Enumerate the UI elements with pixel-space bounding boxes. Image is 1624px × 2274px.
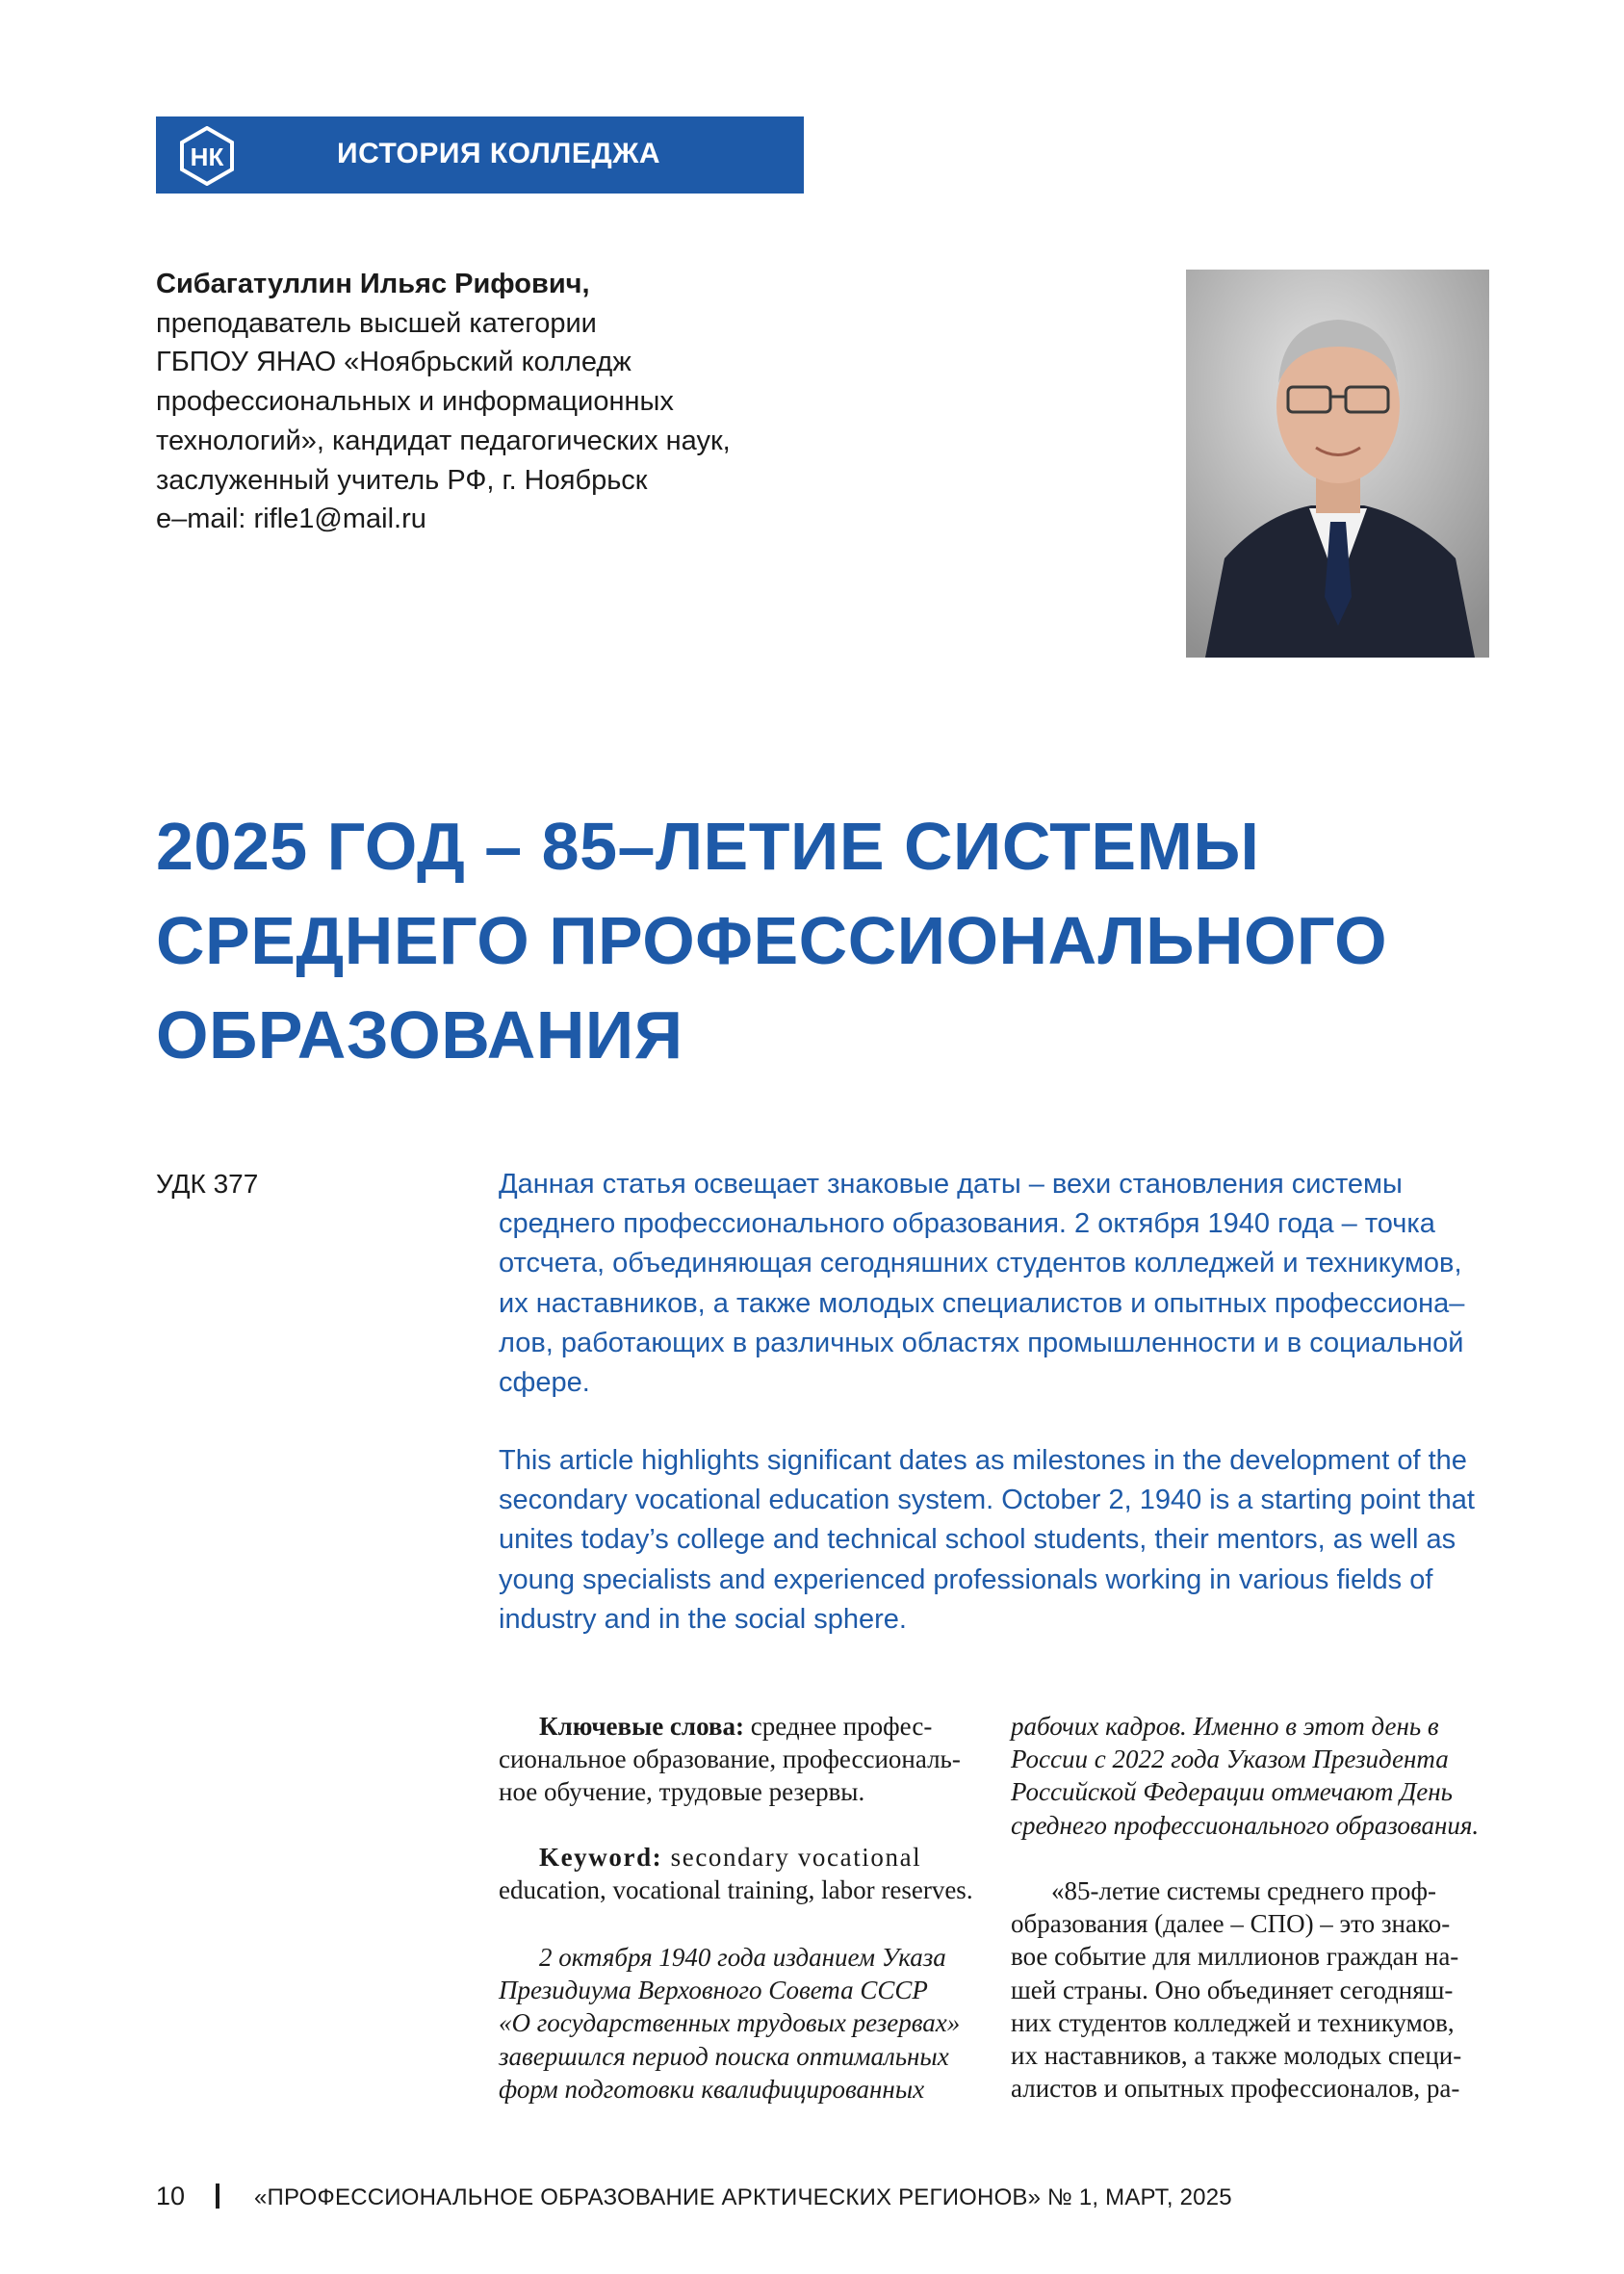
- keywords-english: [499, 1841, 980, 1906]
- keywords-label: Keyword:: [539, 1843, 663, 1872]
- intro-line: «О государственных трудовых резервах»: [499, 2008, 961, 2038]
- abstract-line: unites today’s college and technical school students, their mentors, as well as: [499, 1524, 1456, 1556]
- intro-line: среднего профессионального образования.: [1011, 1810, 1480, 1840]
- body-line: образования (далее – СПО) – это знако-: [1011, 1909, 1451, 1939]
- intro-paragraph: [499, 1941, 980, 2106]
- body-line: их наставников, а также молодых специ-: [1011, 2041, 1462, 2071]
- logo-text: НК: [190, 142, 224, 171]
- keywords-line: сиональное образование, профессиональ-: [499, 1744, 961, 1774]
- abstract-line: secondary vocational education system. October 2, 1940 is a starting point that: [499, 1485, 1475, 1516]
- abstract-line: This article highlights significant dates as milestones in the development of the: [499, 1445, 1467, 1476]
- intro-line: форм подготовки квалифицированных: [499, 2074, 925, 2104]
- section-title: ИСТОРИЯ КОЛЛЕДЖА: [337, 138, 661, 169]
- journal-title: «ПРОФЕССИОНАЛЬНОЕ ОБРАЗОВАНИЕ АРКТИЧЕСКИХ РЕГИОНОВ» № 1, МАРТ, 2025: [254, 2184, 1232, 2210]
- abstract-line: industry and in the social sphere.: [499, 1603, 907, 1635]
- keywords-text: среднее профес-: [743, 1712, 933, 1741]
- author-name: Сибагатуллин Ильяс Рифович,: [156, 269, 590, 299]
- body-line: алистов и опытных профессионалов, ра-: [1011, 2074, 1460, 2104]
- abstract-russian: [499, 1165, 1500, 1403]
- intro-line: Российской Федерации отмечают День: [1011, 1777, 1453, 1807]
- intro-line: Президиума Верховного Совета СССР: [499, 1976, 928, 2005]
- author-line: ГБПОУ ЯНАО «Ноябрьский колледж: [156, 347, 632, 378]
- author-line: преподаватель высшей категории: [156, 307, 597, 339]
- abstract-line: отсчета, объединяющая сегодняшних студентов колледжей и техникумов,: [499, 1248, 1462, 1279]
- author-email: e–mail: rifle1@mail.ru: [156, 504, 426, 535]
- intro-continuation: [1011, 1710, 1492, 1842]
- body-line: «85-летие системы среднего проф-: [1051, 1876, 1436, 1905]
- footer-divider: [216, 2184, 219, 2209]
- body-line: них студентов колледжей и техникумов,: [1011, 2007, 1455, 2037]
- abstract-line: лов, работающих в различных областях промышленности и в социальной: [499, 1327, 1464, 1358]
- body-paragraph: [1011, 1874, 1492, 2105]
- intro-line: 2 октября 1940 года изданием Указа: [539, 1943, 946, 1972]
- headline-line: 2025 ГОД – 85–ЛЕТИЕ СИСТЕМЫ: [156, 809, 1260, 884]
- author-line: технологий», кандидат педагогических наук,: [156, 425, 731, 456]
- author-line: заслуженный учитель РФ, г. Ноябрьск: [156, 464, 648, 496]
- college-logo-icon: [177, 126, 237, 186]
- author-photo: [1186, 270, 1489, 658]
- keywords-text: secondary vocational: [662, 1843, 922, 1872]
- intro-line: России с 2022 года Указом Президента: [1011, 1744, 1449, 1774]
- body-line: вое событие для миллионов граждан на-: [1011, 1942, 1459, 1972]
- udk-code: УДК 377: [156, 1169, 259, 1199]
- keywords-russian: [499, 1710, 980, 1809]
- keywords-line: education, vocational training, labor reserves.: [499, 1875, 973, 1905]
- headline-line: СРЕДНЕГО ПРОФЕССИОНАЛЬНОГО: [156, 903, 1388, 978]
- abstract-line: их наставников, а также молодых специалистов и опытных профессиона–: [499, 1287, 1465, 1319]
- abstract-line: young specialists and experienced professionals working in various fields of: [499, 1563, 1433, 1595]
- intro-line: завершился период поиска оптимальных: [499, 2041, 949, 2071]
- body-line: шей страны. Оно объединяет сегодняш-: [1011, 1975, 1454, 2004]
- abstract-english: [499, 1441, 1500, 1640]
- keywords-line: ное обучение, трудовые резервы.: [499, 1777, 865, 1807]
- author-block: [156, 265, 1119, 539]
- headline-line: ОБРАЗОВАНИЯ: [156, 997, 683, 1072]
- abstract-line: среднего профессионального образования. 2 октября 1940 года – точка: [499, 1208, 1435, 1240]
- author-line: профессиональных и информационных: [156, 386, 674, 418]
- abstract-line: сфере.: [499, 1367, 590, 1399]
- article-headline: [156, 799, 1504, 1082]
- abstract-line: Данная статья освещает знаковые даты – вехи становления системы: [499, 1169, 1403, 1200]
- keywords-label: Ключевые слова:: [539, 1712, 744, 1741]
- intro-line: рабочих кадров. Именно в этот день в: [1011, 1712, 1439, 1741]
- page-number: 10: [156, 2182, 186, 2210]
